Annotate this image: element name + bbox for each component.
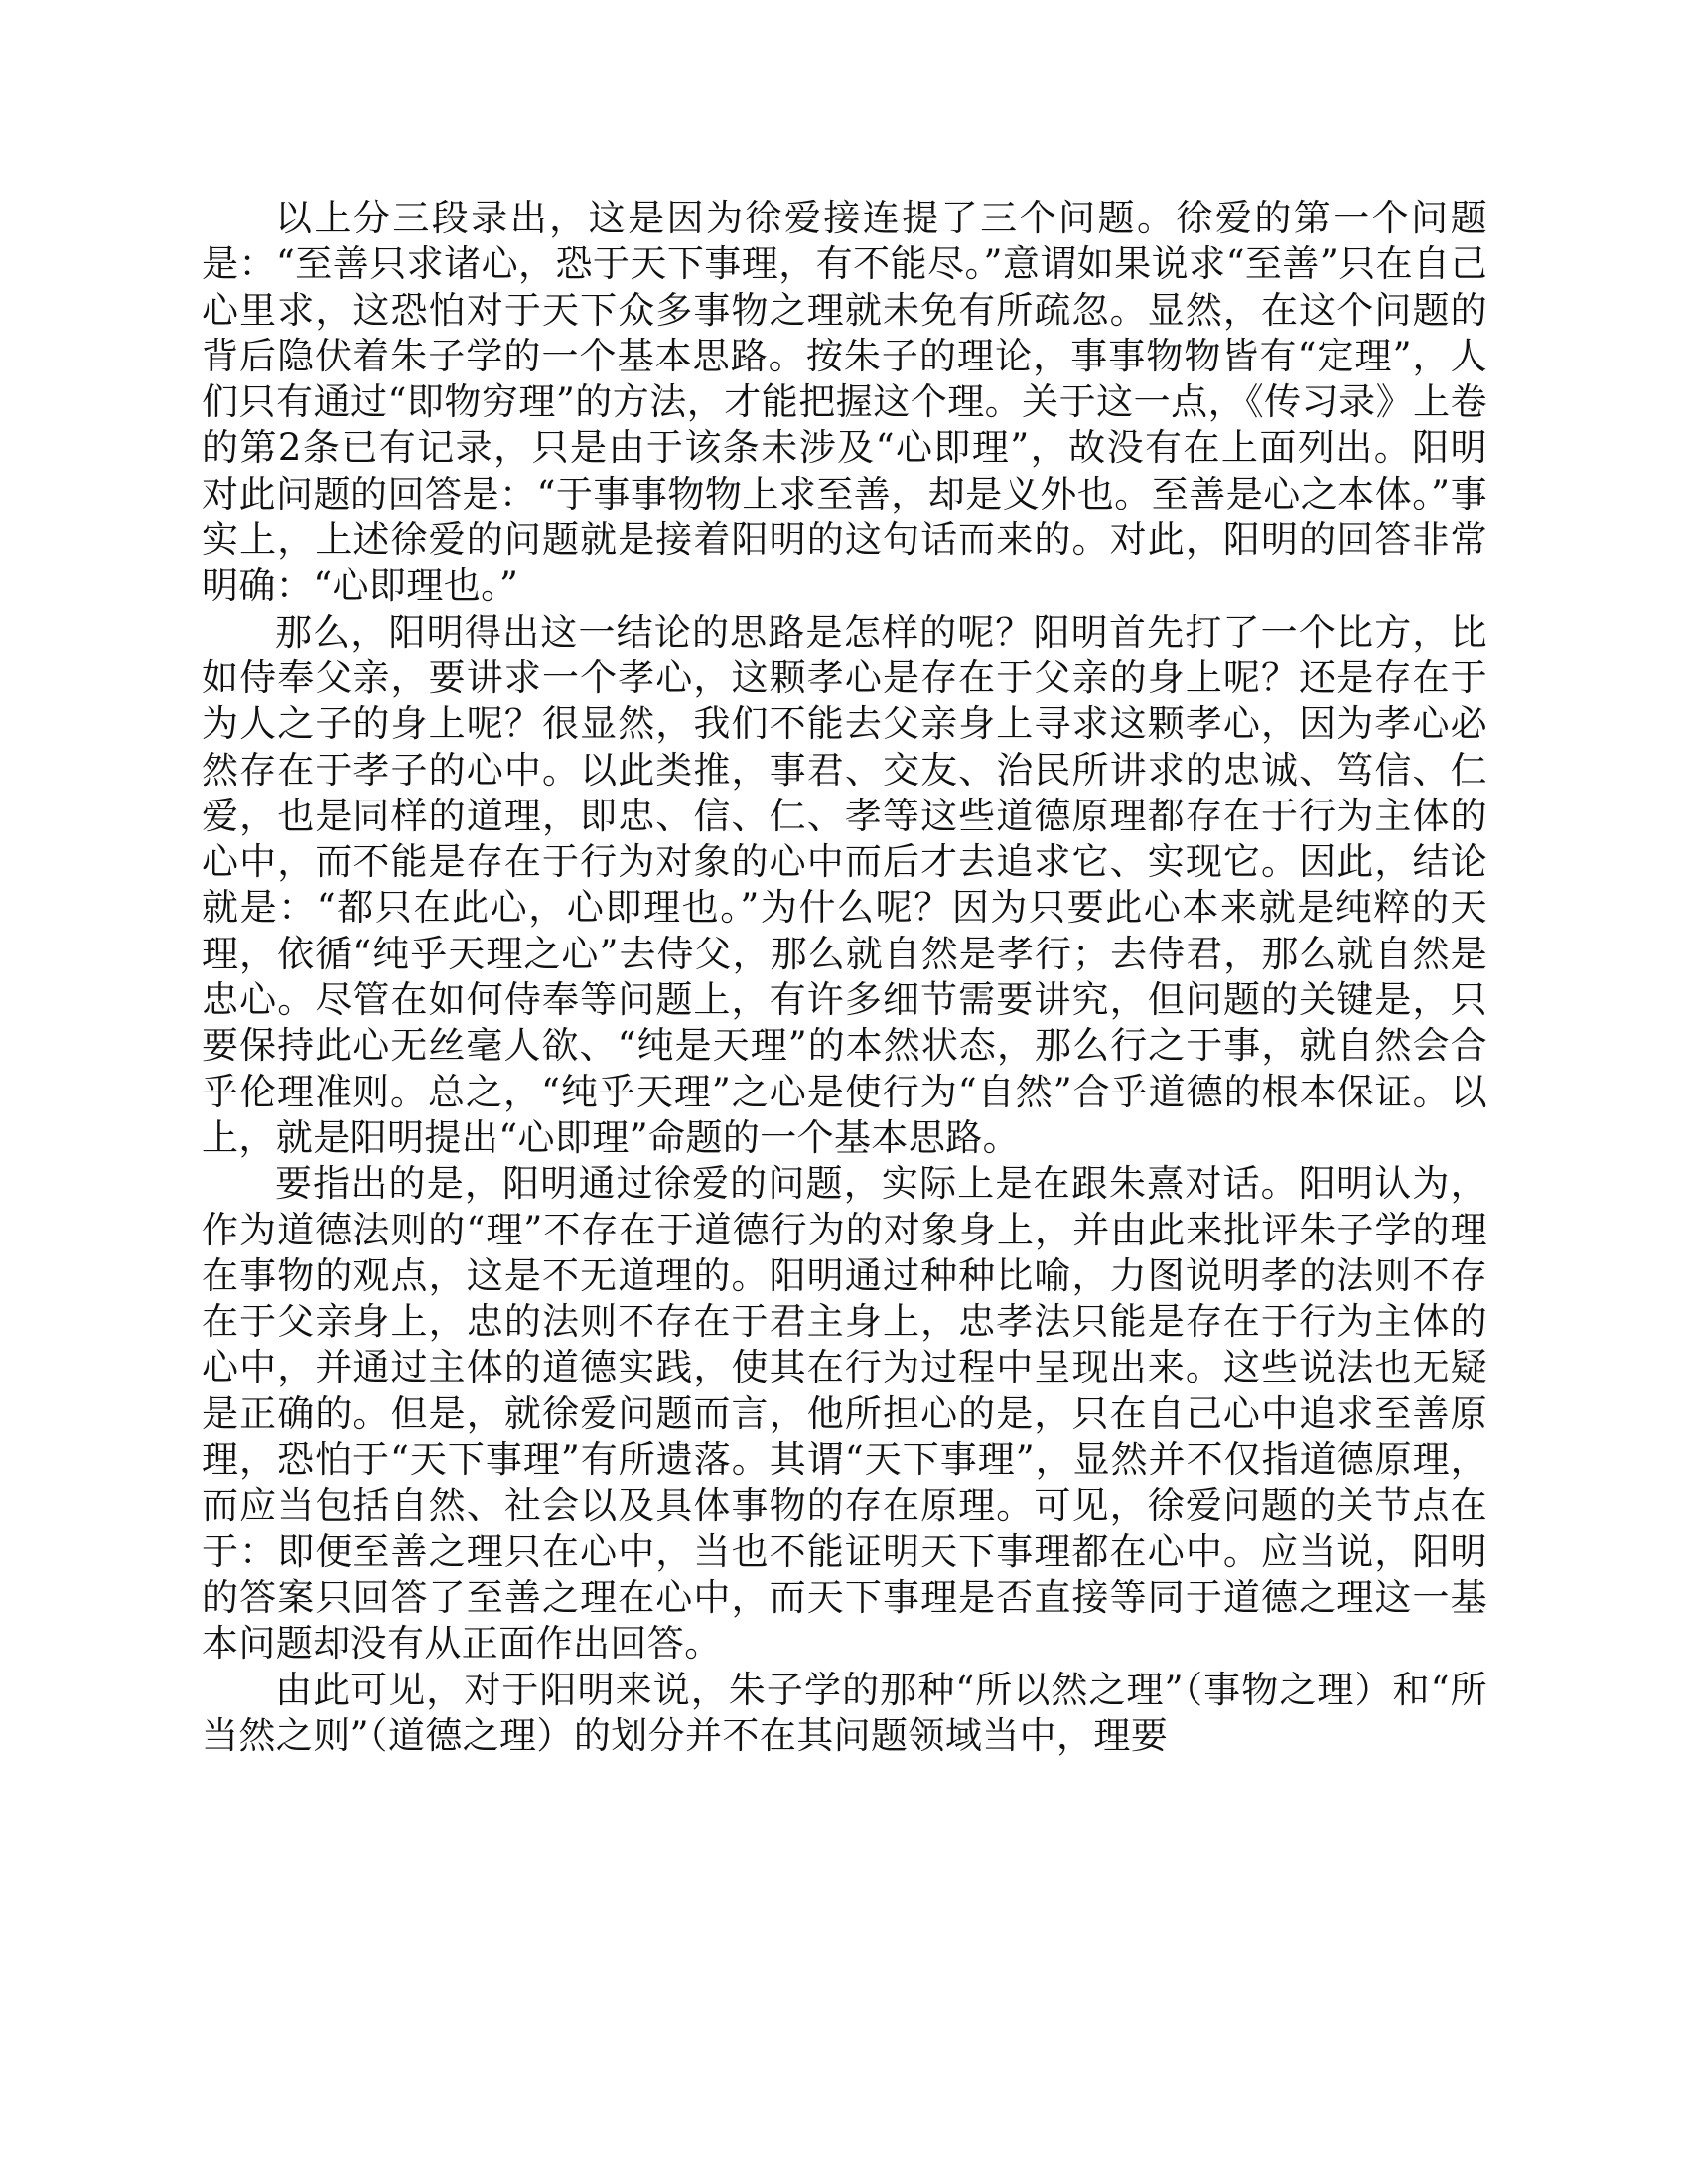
paragraph-3: 要指出的是，阳明通过徐爱的问题，实际上是在跟朱熹对话。阳明认为，作为道德法则的“理”不存在于道德行为的对象身上，并由此来批评朱子学的理在事物的观点，这是不无道理的。阳明通过种种比喻，力图说明孝的法则不存在于父亲身上，忠的法则不存在于君主身上，忠孝法只能是存在于行为主体的心中，并通过主体的道德实践，使其在行为过程中呈现出来。这些说法也无疑是正确的。但是，就徐爱问题而言，他所担心的是，只在自己心中追求至善原理，恐怕于“天下事理”有所遗落。其谓“天下事理”，显然并不仅指道德原理，而应当包括自然、社会以及具体事物的存在原理。可见，徐爱问题的关节点在于：即便至善之理只在心中，当也不能证明天下事理都在心中。应当说，阳明的答案只回答了至善之理在心中，而天下事理是否直接等同于道德之理这一基本问题却没有从正面作出回答。: [202, 1162, 1487, 1666]
paragraph-1: 以上分三段录出，这是因为徐爱接连提了三个问题。徐爱的第一个问题是：“至善只求诸心，恐于天下事理，有不能尽。”意谓如果说求“至善”只在自己心里求，这恐怕对于天下众多事物之理就未免有所疏忽。显然，在这个问题的背后隐伏着朱子学的一个基本思路。按朱子的理论，事事物物皆有“定理”，人们只有通过“即物穷理”的方法，才能把握这个理。关于这一点，《传习录》上卷的第2条已有记录，只是由于该条未涉及“心即理”，故没有在上面列出。阳明对此问题的回答是：“于事事物物上求至善，却是义外也。至善是心之本体。”事实上，上述徐爱的问题就是接着阳明的这句话而来的。对此，阳明的回答非常明确：“心即理也。”: [202, 197, 1487, 608]
paragraph-4: 由此可见，对于阳明来说，朱子学的那种“所以然之理”（事物之理）和“所当然之则”（道德之理）的划分并不在其问题领域当中，理要: [202, 1668, 1487, 1757]
paragraph-2: 那么，阳明得出这一结论的思路是怎样的呢？阳明首先打了一个比方，比如侍奉父亲，要讲求一个孝心，这颗孝心是存在于父亲的身上呢？还是存在于为人之子的身上呢？很显然，我们不能去父亲身上寻求这颗孝心，因为孝心必然存在于孝子的心中。以此类推，事君、交友、治民所讲求的忠诚、笃信、仁爱，也是同样的道理，即忠、信、仁、孝等这些道德原理都存在于行为主体的心中，而不能是存在于行为对象的心中而后才去追求它、实现它。因此，结论就是：“都只在此心，心即理也。”为什么呢？因为只要此心本来就是纯粹的天理，依循“纯乎天理之心”去侍父，那么就自然是孝行；去侍君，那么就自然是忠心。尽管在如何侍奉等问题上，有许多细节需要讲究，但问题的关键是，只要保持此心无丝毫人欲、“纯是天理”的本然状态，那么行之于事，就自然会合乎伦理准则。总之，“纯乎天理”之心是使行为“自然”合乎道德的根本保证。以上，就是阳明提出“心即理”命题的一个基本思路。: [202, 610, 1487, 1159]
body-text: [202, 196, 1487, 1759]
